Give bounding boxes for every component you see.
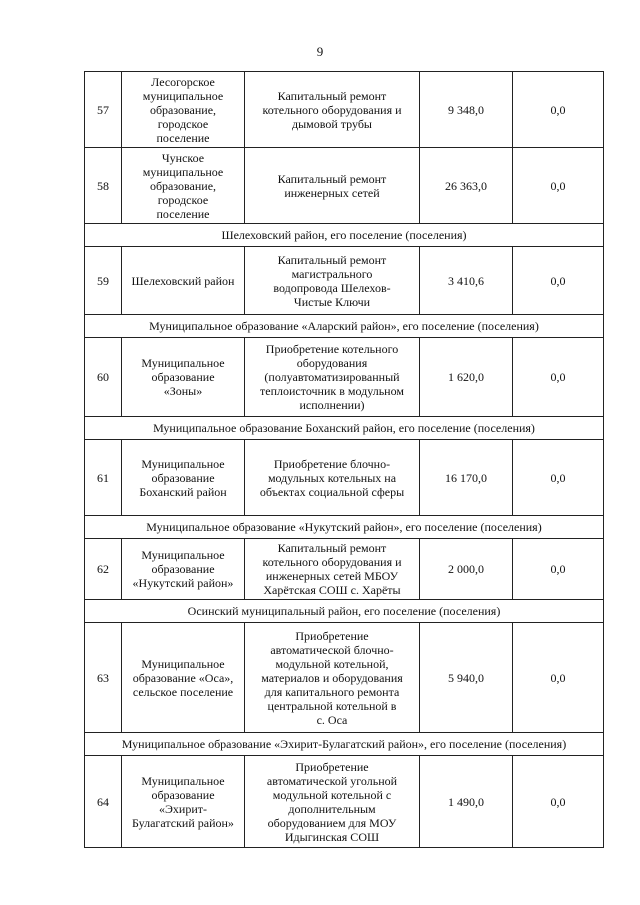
extra-value: 0,0 [513,623,604,733]
project-description-line: теплоисточник в модульном [260,384,404,398]
section-row [85,600,604,623]
table-row [85,539,604,600]
project-description-line: для капитального ремонта [264,684,400,699]
row-number: 60 [85,338,122,417]
section-title: Муниципальное образование «Аларский район», его поселение (поселения) [85,315,604,338]
section-row [85,315,604,338]
project-description-line: модульной котельной, [275,656,389,671]
municipality-name [122,338,245,417]
row-number: 59 [85,247,122,315]
extra-value: 0,0 [513,338,604,417]
municipality-name [122,539,245,600]
table-row [85,440,604,516]
municipality-name [122,440,245,516]
municipality-name-line: городское [157,116,209,131]
project-description-line: Харётская СОШ с. Харёты [263,583,401,597]
section-row [85,224,604,247]
amount-value: 5 940,0 [420,623,513,733]
municipality-name [122,148,245,224]
section-title: Муниципальное образование Боханский район, его поселение (поселения) [85,417,604,440]
municipality-name-line: образование, [149,102,217,117]
row-number: 58 [85,148,122,224]
amount-value: 16 170,0 [420,440,513,516]
municipality-name-line: поселение [156,130,210,145]
extra-value: 0,0 [513,72,604,148]
project-description [245,440,420,516]
municipal-projects-table [84,71,604,848]
project-description-line: объектах социальной сферы [259,484,405,499]
project-description-line: инженерных сетей МБОУ [265,569,399,583]
municipality-name [122,623,245,733]
extra-value: 0,0 [513,539,604,600]
project-description [245,756,420,848]
extra-value: 0,0 [513,247,604,315]
project-description-line: материалов и оборудования [261,670,403,685]
municipality-name-line: муниципальное [142,88,224,103]
project-description-line: Приобретение [295,628,369,643]
project-description-line: магистрального [291,266,373,281]
section-row [85,733,604,756]
project-description-line: Идыгинская СОШ [284,829,380,844]
municipality-name-line: образование [151,370,215,384]
municipality-name-line: Боханский район [139,484,227,499]
municipality-name-line: «Нукутский район» [132,576,234,590]
project-description [245,539,420,600]
project-description-line: дополнительным [288,801,376,816]
project-description-line: модульных котельных на [267,470,397,485]
municipality-name-line: сельское поселение [132,684,234,699]
section-title: Шелеховский район, его поселение (поселения) [85,224,604,247]
amount-value: 1 490,0 [420,756,513,848]
project-description-line: исполнении) [299,398,365,412]
row-number: 64 [85,756,122,848]
municipality-name-line: Муниципальное [141,656,225,671]
row-number: 62 [85,539,122,600]
project-description-line: оборудования [296,356,368,370]
municipality-name-line: образование, [149,178,217,193]
page-number: 9 [316,44,324,59]
section-row [85,417,604,440]
table-row [85,148,604,224]
project-description-line: Капитальный ремонт [277,252,387,267]
project-description [245,247,420,315]
municipality-name-line: Муниципальное [141,548,225,562]
municipality-name-line: Муниципальное [141,356,225,370]
section-title: Осинский муниципальный район, его поселение (поселения) [85,600,604,623]
project-description-line: Капитальный ремонт [277,171,387,186]
amount-value: 2 000,0 [420,539,513,600]
table-row [85,247,604,315]
row-number: 63 [85,623,122,733]
amount-value: 3 410,6 [420,247,513,315]
project-description-line: Приобретение котельного [265,342,399,356]
municipality-name-line: образование [151,787,215,802]
project-description-line: (полуавтоматизированный [264,370,400,384]
row-number: 57 [85,72,122,148]
municipality-name-line: поселение [156,206,210,221]
municipality-name [122,756,245,848]
project-description [245,338,420,417]
extra-value: 0,0 [513,756,604,848]
project-description [245,148,420,224]
municipality-name-line: муниципальное [142,164,224,179]
project-description-line: модульной котельной с [272,787,392,802]
project-description-line: автоматической блочно- [270,642,394,657]
project-description-line: дымовой трубы [291,116,372,131]
municipality-name-line: Муниципальное [141,456,225,471]
project-description-line: оборудованием для МОУ [267,815,397,830]
municipality-name-line: Муниципальное [141,773,225,788]
project-description-line: с. Оса [316,712,348,727]
project-description-line: водопровода Шелехов- [273,280,391,295]
municipality-name-line: Шелеховский район [131,273,235,288]
project-description-line: Приобретение [295,759,369,774]
section-title: Муниципальное образование «Эхирит-Булагатский район», его поселение (поселения) [85,733,604,756]
extra-value: 0,0 [513,148,604,224]
project-description-line: Капитальный ремонт [277,541,387,555]
project-description [245,623,420,733]
municipality-name-line: «Зоны» [163,384,203,398]
project-description-line: котельного оборудования и [262,102,402,117]
amount-value: 1 620,0 [420,338,513,417]
table-row [85,72,604,148]
municipality-name-line: образование [151,562,215,576]
municipality-name [122,72,245,148]
municipality-name-line: Булагатский район» [132,815,234,830]
section-row [85,516,604,539]
table-row [85,338,604,417]
project-description-line: центральной котельной в [267,698,397,713]
municipality-name-line: образование «Оса», [132,670,234,685]
project-description [245,72,420,148]
extra-value: 0,0 [513,440,604,516]
project-description-line: котельного оборудования и [262,555,402,569]
project-description-line: инженерных сетей [284,185,380,200]
project-description-line: Приобретение блочно- [273,456,391,471]
amount-value: 9 348,0 [420,72,513,148]
project-description-line: Капитальный ремонт [277,88,387,103]
table-row [85,756,604,848]
municipality-name-line: образование [151,470,215,485]
section-title: Муниципальное образование «Нукутский район», его поселение (поселения) [85,516,604,539]
table-row [85,623,604,733]
municipality-name-line: городское [157,192,209,207]
municipality-name-line: Чунское [161,150,205,165]
row-number: 61 [85,440,122,516]
municipality-name-line: Лесогорское [151,74,215,89]
project-description-line: автоматической угольной [266,773,398,788]
amount-value: 26 363,0 [420,148,513,224]
project-description-line: Чистые Ключи [293,294,371,309]
municipality-name [122,247,245,315]
municipality-name-line: «Эхирит- [158,801,207,816]
